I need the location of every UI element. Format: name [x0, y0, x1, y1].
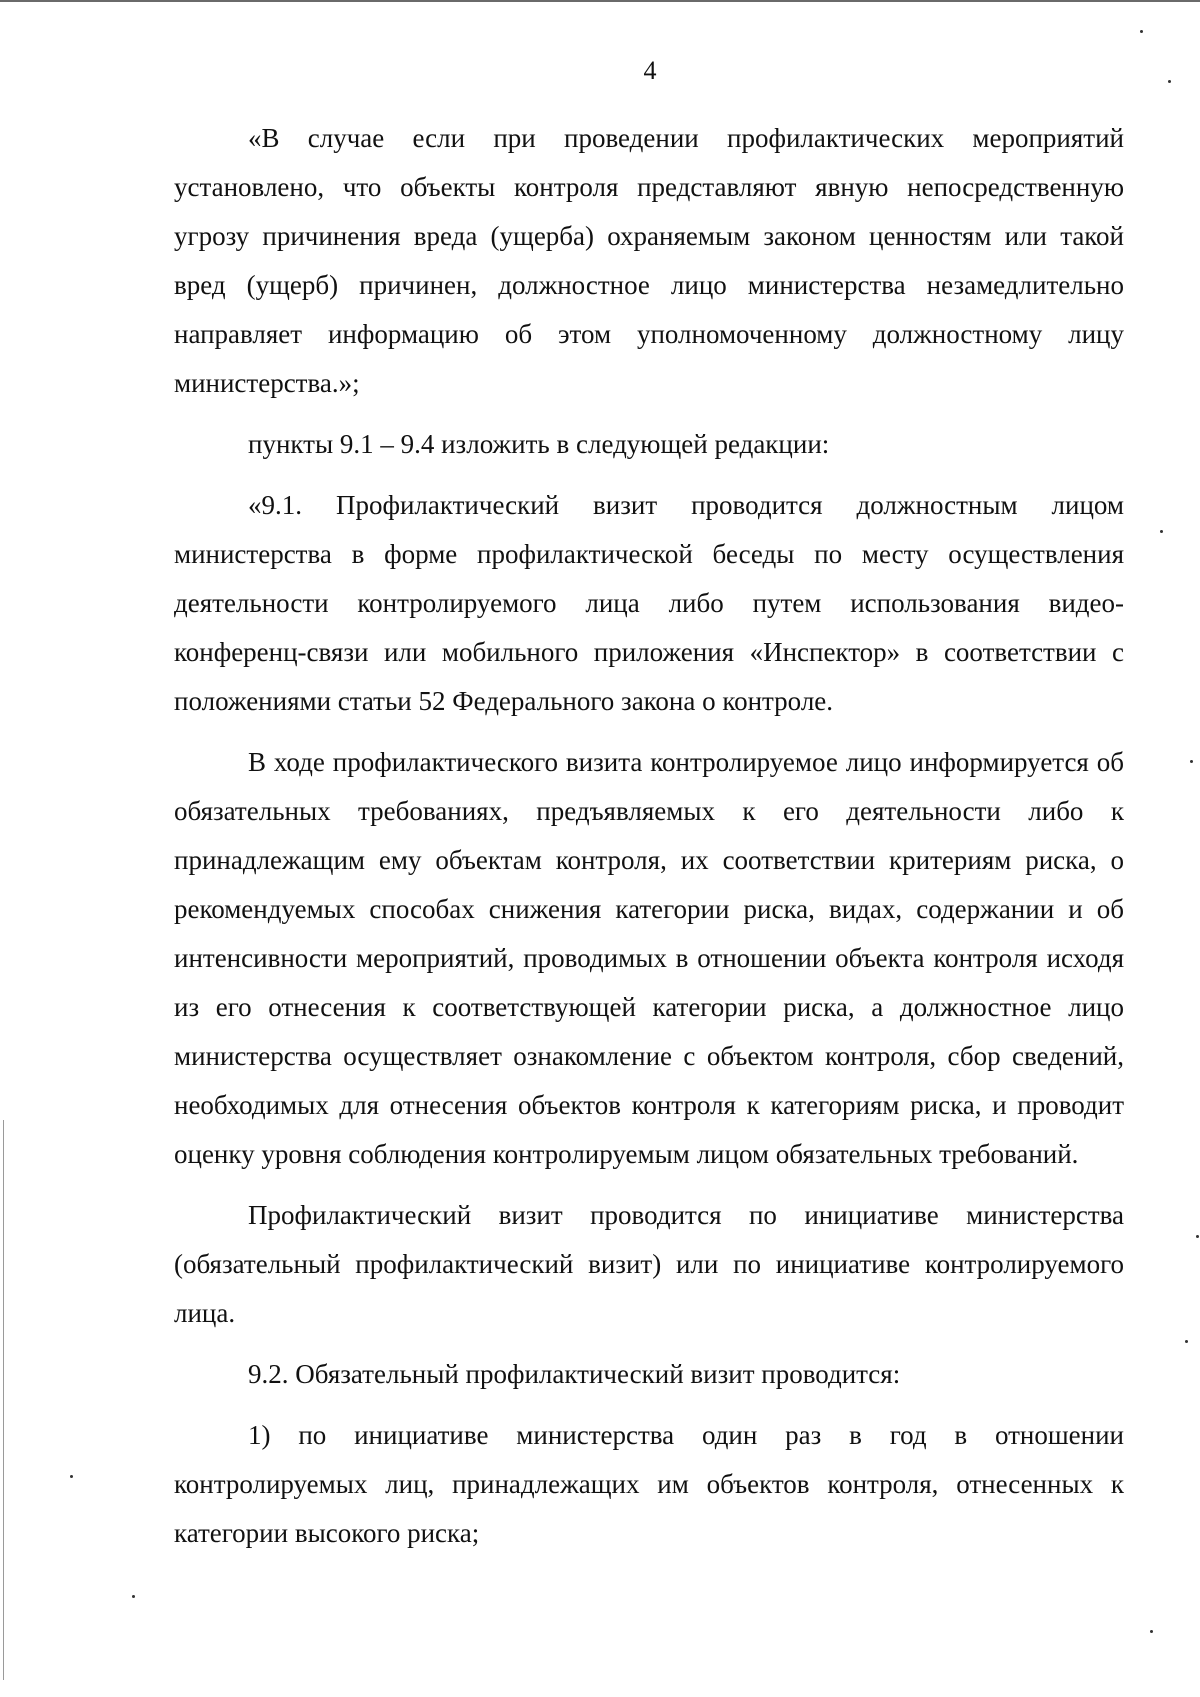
scan-top-edge — [0, 0, 1200, 2]
paragraph-risk-notification: «В случае если при проведении профилактических мероприятий установлено, что объекты контроля представляют явную непосредственную угрозу причинения вреда (ущерба) охраняемым законом ценностям или такой вред (ущерб) причинен, должностное лицо министерства незамедлительно направляет информацию об этом уполномоченному должностному лицу министерства.»; — [174, 123, 1124, 398]
paragraph-9-1: «9.1. Профилактический визит проводится должностным лицом министерства в форме профилактической беседы по месту осуществления деятельности контролируемого лица либо путем использования видео-конференц-связи или мобильного приложения «Инспектор» в соответствии с положениями статьи 52 Федерального закона о контроле. — [174, 490, 1124, 716]
scan-speck — [1168, 80, 1171, 83]
scan-speck — [1150, 1630, 1153, 1633]
scan-left-edge — [3, 1120, 4, 1680]
paragraph-visit-initiative: Профилактический визит проводится по инициативе министерства (обязательный профилактический визит) или по инициативе контролируемого лица. — [174, 1200, 1124, 1328]
paragraph-amendment-intro: пункты 9.1 – 9.4 изложить в следующей редакции: — [248, 429, 830, 459]
page-number: 4 — [643, 56, 657, 85]
paragraph-visit-content: В ходе профилактического визита контролируемое лицо информируется об обязательных требованиях, предъявляемых к его деятельности либо к принадлежащим ему объектам контроля, их соответствии критериям риска, о рекомендуемых способах снижения категории риска, видах, содержании и об интенсивности мероприятий, проводимых в отношении объекта контроля исходя из его отнесения к соответствующей категории риска, а должностное лицо министерства осуществляет ознакомление с объектом контроля, сбор сведений, необходимых для отнесения объектов контроля к категориям риска, и проводит оценку уровня соблюдения контролируемым лицом обязательных требований. — [174, 747, 1124, 1169]
paragraph-9-2-item-1: 1) по инициативе министерства один раз в год в отношении контролируемых лиц, принадлежащих им объектов контроля, отнесенных к категории высокого риска; — [174, 1420, 1124, 1548]
scan-speck — [1196, 1235, 1199, 1238]
scan-speck — [132, 1595, 135, 1598]
scan-speck — [1160, 530, 1163, 533]
scan-speck — [1140, 30, 1143, 33]
scan-speck — [1185, 1340, 1188, 1343]
paragraph-9-2: 9.2. Обязательный профилактический визит проводится: — [248, 1359, 901, 1389]
document-body — [174, 114, 1124, 1558]
scan-speck — [1190, 760, 1193, 763]
scan-speck — [70, 1475, 73, 1478]
